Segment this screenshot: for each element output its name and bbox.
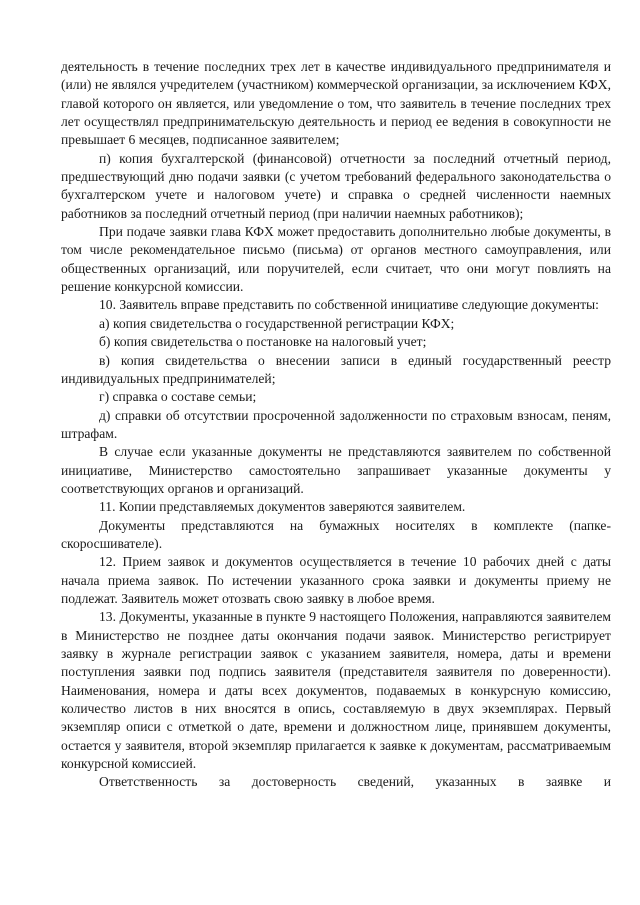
paragraph-ministry-requests: В случае если указанные документы не представляются заявителем по собственной инициативе, Министерство самостоятельно запрашивает указанные документы у соответствующих органов и организаций. <box>61 444 611 496</box>
paragraph-paper-form: Документы представляются на бумажных носителях в комплекте (папке-скоросшивателе). <box>61 517 611 551</box>
paragraph-item-p-accounting: п) копия бухгалтерской (финансовой) отчетности за последний отчетный период, предшествующий дню подачи заявки (с учетом требований федерального законодательства о бухгалтерском учете и налоговом учете) и справка о средней численности наемных работников за последний отчетный период (при наличии наемных работников); <box>61 150 611 221</box>
paragraph-additional-documents: При подаче заявки глава КФХ может предоставить дополнительно любые документы, в том числе рекомендательное письмо (письма) от органов местного самоуправления, или общественных организаций, или поручителей, если считает, что они могут повлиять на решение конкурсной комиссии. <box>61 224 611 295</box>
paragraph-clause-13: 13. Документы, указанные в пункте 9 настоящего Положения, направляются заявителем в Министерство не позднее даты окончания подачи заявок. Министерство регистрирует заявку в журнале регистрации заявок с указанием заявителя, номера, даты и времени поступления заявки под подпись заявителя (представителя заявителя по доверенности). Наименования, номера и даты всех документов, подаваемых в конкурсную комиссию, количество листов в них вносятся в опись, составляемую в двух экземплярах. Первый экземпляр описи с отметкой о дате, времени и должностном лице, принявшем документы, остается у заявителя, второй экземпляр прилагается к заявке к документам, рассматриваемым конкурсной комиссией. <box>61 609 611 772</box>
paragraph-clause-11: 11. Копии представляемых документов заверяются заявителем. <box>99 499 466 515</box>
document-page <box>61 58 611 792</box>
paragraph-item-b: б) копия свидетельства о постановке на налоговый учет; <box>99 334 427 350</box>
paragraph-item-g: г) справка о составе семьи; <box>99 389 257 405</box>
paragraph-item-a: а) копия свидетельства о государственной регистрации КФХ; <box>99 315 455 331</box>
paragraph-clause-12: 12. Прием заявок и документов осуществляется в течение 10 рабочих дней с даты начала приема заявок. По истечении указанного срока заявки и документы приему не подлежат. Заявитель может отозвать свою заявку в любое время. <box>61 554 611 606</box>
paragraph-item-v: в) копия свидетельства о внесении записи в единый государственный реестр индивидуальных предпринимателей; <box>61 352 611 386</box>
paragraph-item-d: д) справки об отсутствии просроченной задолженности по страховым взносам, пеням, штрафам. <box>61 407 611 441</box>
paragraph-cont-individual-entrepreneur: деятельность в течение последних трех лет в качестве индивидуального предпринимателя и (или) не являлся учредителем (участником) коммерческой организации, за исключением КФХ, главой которого он является, или уведомление о том, что заявитель в течение последних трех лет осуществлял предпринимательскую деятельность и период ее ведения в совокупности не превышает 6 месяцев, подписанное заявителем; <box>61 59 611 148</box>
paragraph-responsibility: Ответственность за достоверность сведений, указанных в заявке и <box>99 774 611 790</box>
paragraph-clause-10: 10. Заявитель вправе представить по собственной инициативе следующие документы: <box>99 297 599 313</box>
